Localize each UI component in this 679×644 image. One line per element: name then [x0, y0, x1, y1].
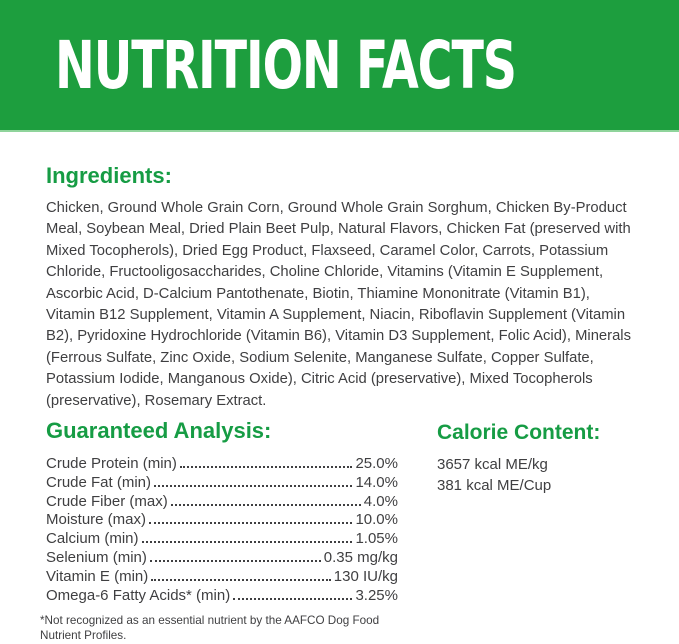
- table-row: [46, 530, 398, 549]
- guaranteed-analysis-section: [40, 418, 398, 644]
- ga-row-label: Moisture (max): [46, 511, 147, 529]
- ingredients-heading: Ingredients:: [46, 163, 172, 188]
- aafco-footnote: *Not recognized as an essential nutrient by the AAFCO Dog Food Nutrient Profiles.: [40, 614, 380, 642]
- table-row: [46, 511, 398, 530]
- table-row: [46, 455, 398, 474]
- dot-leader: [142, 541, 353, 543]
- ga-row-value: 3.25%: [355, 586, 398, 604]
- calorie-kcal-per-kg: 3657 kcal ME/kg: [437, 456, 548, 473]
- ingredients-text: Chicken, Ground Whole Grain Corn, Ground Whole Grain Sorghum, Chicken By-Product Meal, Soybean Meal, Dried Plain Beet Pulp, Natural Flavors, Chicken Fat (preserved with Mixed Tocopherols), Dried Egg Product, Flaxseed, Caramel Color, Carrots, Potassium Chloride, Fructooligosaccharides, Choline Chloride, Vitamins (Vitamin E Supplement, Ascorbic Acid, D-Calcium Pantothenate, Biotin, Thiamine Mononitrate (Vitamin B1), Vitamin B12 Supplement, Vitamin A Supplement, Niacin, Riboflavin Supplement (Vitamin B2), Pyridoxine Hydrochloride (Vitamin B6), Vitamin D3 Supplement, Folic Acid), Minerals (Ferrous Sulfate, Zinc Oxide, Sodium Selenite, Manganese Sulfate, Copper Sulfate, Potassium Iodide, Manganous Oxide), Citric Acid (preservative), Mixed Tocopherols (preservative), Rosemary Extract.: [46, 200, 631, 409]
- header-banner: [0, 0, 679, 132]
- dot-leader: [154, 485, 352, 487]
- table-row: [46, 493, 398, 512]
- ga-row-label: Vitamin E (min): [46, 567, 149, 585]
- dot-leader: [180, 466, 353, 468]
- ga-row-value: 14.0%: [355, 473, 398, 491]
- table-row: [46, 568, 398, 587]
- calorie-content-heading: Calorie Content:: [437, 421, 601, 444]
- table-row: [46, 549, 398, 568]
- page-title: NUTRITION FACTS: [55, 26, 516, 104]
- ga-row-value: 0.35 mg/kg: [323, 548, 398, 566]
- table-row: [46, 474, 398, 493]
- dot-leader: [233, 598, 352, 600]
- dot-leader: [151, 579, 331, 581]
- ga-row-label: Calcium (min): [46, 530, 139, 548]
- ga-row-label: Selenium (min): [46, 548, 147, 566]
- ingredients-section: [46, 163, 643, 412]
- dot-leader: [150, 560, 321, 562]
- ga-row-value: 130 IU/kg: [333, 567, 398, 585]
- ga-row-value: 10.0%: [355, 511, 398, 529]
- ga-row-label: Crude Protein (min): [46, 455, 177, 472]
- dot-leader: [171, 504, 361, 506]
- ga-row-label: Crude Fiber (max): [46, 492, 168, 510]
- ga-row-value: 25.0%: [355, 455, 398, 472]
- calorie-kcal-per-cup: 381 kcal ME/Cup: [437, 476, 552, 494]
- ga-row-label: Omega-6 Fatty Acids* (min): [46, 586, 231, 604]
- ga-row-value: 1.05%: [355, 530, 398, 548]
- ga-row-value: 4.0%: [363, 492, 398, 510]
- guaranteed-analysis-heading: Guaranteed Analysis:: [46, 418, 272, 443]
- dot-leader: [149, 522, 352, 524]
- ga-row-label: Crude Fat (min): [46, 473, 152, 491]
- calorie-content-section: [437, 421, 600, 496]
- table-row: [46, 587, 398, 606]
